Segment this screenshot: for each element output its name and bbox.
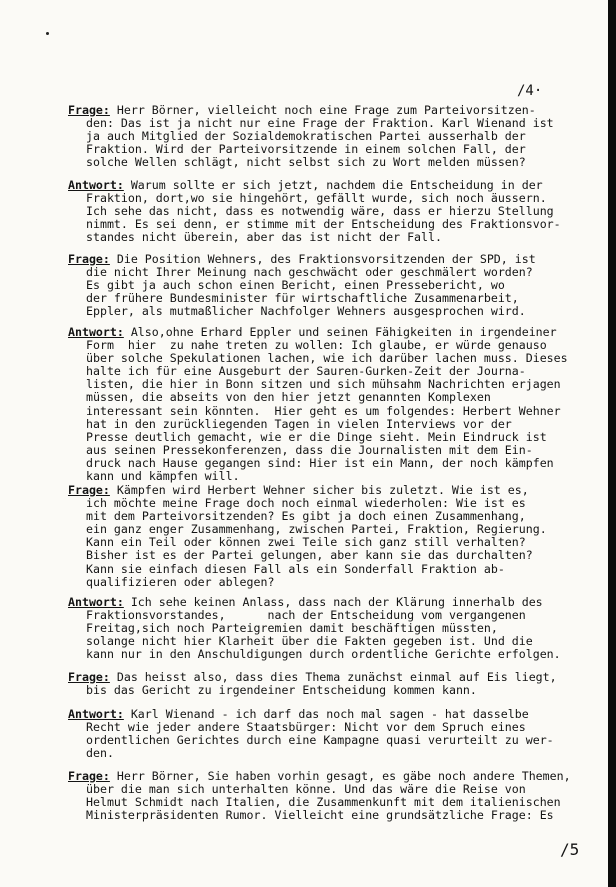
text-line: solange nicht hier Klarheit über die Fakten gegeben ist. Und die: [86, 634, 533, 649]
text-line: kann nur in den Anschuldigungen durch ordentliche Gerichte erfolgen.: [86, 647, 561, 662]
text-line: der frühere Bundesminister für wirtschaftliche Zusammenarbeit,: [86, 291, 519, 306]
answer-block: [68, 596, 568, 661]
line-text: Herr Börner, Sie haben vorhin gesagt, es gäbe noch andere Themen,: [116, 769, 571, 783]
question-block: [68, 671, 568, 697]
text-line: mit dem Parteivorsitzenden? Es gibt ja doch einen Zusammenhang,: [86, 509, 526, 524]
speaker-label: Antwort:: [68, 707, 124, 721]
line-text: Ich sehe keinen Anlass, dass nach der Klärung innerhalb des: [130, 595, 543, 609]
text-line: standes nicht überein, aber das ist nicht der Fall.: [86, 230, 442, 245]
answer-block: [68, 708, 568, 760]
text-line: Presse deutlich gemacht, wie er die Dinge sieht. Mein Eindruck ist: [86, 429, 547, 444]
page-number-top: /4·: [517, 83, 543, 99]
line-text: Die Position Wehners, des Fraktionsvorsitzenden der SPD, ist: [116, 252, 536, 266]
line-text: Kämpfen wird Herbert Wehner sicher bis zuletzt. Wie ist es,: [116, 483, 529, 497]
text-line: kann und kämpfen will.: [86, 469, 240, 484]
text-line: bis das Gericht zu irgendeiner Entscheidung kommen kann.: [86, 683, 477, 698]
text-line: über die man sich unterhalten könne. Und das wäre die Reise von: [86, 782, 526, 797]
text-line: müssen, die abseits von den hier jetzt genannten Komplexen: [86, 390, 491, 405]
text-line: halte ich für eine Ausgeburt der Sauren-Gurken-Zeit der Journa-: [86, 364, 526, 379]
question-block: [68, 769, 571, 823]
text-line: hat in den zurückliegenden Tagen in vielen Interviews vor der: [86, 416, 512, 431]
text-line: druck nach Hause gegangen sind: Hier ist ein Mann, der noch kämpfen: [86, 455, 554, 470]
answer-block: [68, 326, 568, 483]
text-line: ja auch Mitglied der Sozialdemokratischen Partei ausserhalb der: [86, 129, 526, 144]
text-line: Ich sehe das nicht, dass es notwendig wäre, dass er hierzu Stellung: [86, 204, 554, 219]
line-text: Das heisst also, dass dies Thema zunächst einmal auf Eis liegt,: [116, 670, 557, 684]
speaker-label: Frage:: [68, 769, 110, 783]
line-text: Karl Wienand - ich darf das noch mal sagen - hat dasselbe: [130, 707, 529, 721]
text-line: interessant sein könnten. Hier geht es um folgendes: Herbert Wehner: [86, 403, 561, 418]
question-block: [68, 104, 568, 169]
text-line: Freitag,sich noch Parteigremien damit beschäftigen müssten,: [86, 621, 498, 636]
text-line: Kann ein Teil oder können zwei Teile sich ganz still verhalten?: [86, 535, 526, 550]
question-block: [68, 253, 568, 318]
text-line: solche Wellen schlägt, nicht selbst sich zu Wort melden müssen?: [86, 155, 526, 170]
text-line: die nicht Ihrer Meinung nach geschwächt oder geschmälert worden?: [86, 265, 533, 280]
text-line: ein ganz enger Zusammenhang, zwischen Partei, Fraktion, Regierung.: [86, 522, 547, 537]
text-line: Recht wie jeder andere Staatsbürger: Nicht vor dem Spruch eines: [86, 720, 526, 735]
page-number-bottom: /5: [560, 840, 580, 859]
speaker-label: Frage:: [68, 252, 110, 266]
question-block: [68, 484, 568, 589]
text-line: den: Das ist ja nicht nur eine Frage der Fraktion. Karl Wienand ist: [86, 116, 554, 131]
text-line: Bisher ist es der Partei gelungen, aber kann sie das durchalten?: [86, 548, 533, 563]
text-line: qualifizieren oder ablegen?: [86, 574, 275, 589]
line-text: Herr Börner, vielleicht noch eine Frage zum Parteivorsitzen-: [116, 103, 536, 117]
scan-speck: [46, 32, 49, 35]
line-text: Warum sollte er sich jetzt, nachdem die Entscheidung in der: [130, 178, 543, 192]
line-text: Also,ohne Erhard Eppler und seinen Fähigkeiten in irgendeiner: [130, 325, 557, 339]
text-line: ich möchte meine Frage doch noch einmal wiederholen: Wie ist es: [86, 496, 526, 511]
text-line: Kann sie einfach diesen Fall als ein Sonderfall Fraktion ab-: [86, 561, 505, 576]
text-line: den.: [86, 746, 114, 761]
text-line: über solche Spekulationen lachen, wie ich darüber lachen muss. Dieses: [86, 351, 568, 366]
text-line: ordentlichen Gerichtes durch eine Kampagne quasi verurteilt zu wer-: [86, 733, 554, 748]
text-line: Form hier zu nahe treten zu wollen: Ich glaube, er würde genauso: [86, 338, 547, 353]
text-line: listen, die hier in Bonn sitzen und sich mühsahm Nachrichten erjagen: [86, 377, 561, 392]
text-line: Es gibt ja auch schon einen Bericht, einen Pressebericht, wo: [86, 278, 505, 293]
text-line: nimmt. Es sei denn, er stimme mit der Entscheidung des Fraktionsvor-: [86, 217, 561, 232]
speaker-label: Frage:: [68, 483, 110, 497]
text-line: Fraktionsvorstandes, nach der Entscheidung vom vergangenen: [86, 608, 526, 623]
text-line: Ministerpräsidenten Rumor. Vielleicht eine grundsätzliche Frage: Es: [86, 808, 554, 823]
text-line: Fraktion. Wird der Parteivorsitzende in einem solchen Fall, der: [86, 142, 526, 157]
text-line: Helmut Schmidt nach Italien, die Zusammenkunft mit dem italienischen: [86, 795, 561, 810]
speaker-label: Frage:: [68, 103, 110, 117]
text-line: Eppler, als mutmaßlicher Nachfolger Wehners ausgesprochen wird.: [86, 304, 526, 319]
answer-block: [68, 179, 568, 244]
speaker-label: Antwort:: [68, 595, 124, 609]
text-line: Fraktion, dort,wo sie hingehört, gefällt wurde, sich noch äussern.: [86, 191, 547, 206]
speaker-label: Antwort:: [68, 178, 124, 192]
text-line: aus seinen Pressekonferenzen, dass die Journalisten mit dem Ein-: [86, 442, 533, 457]
speaker-label: Antwort:: [68, 325, 124, 339]
speaker-label: Frage:: [68, 670, 110, 684]
